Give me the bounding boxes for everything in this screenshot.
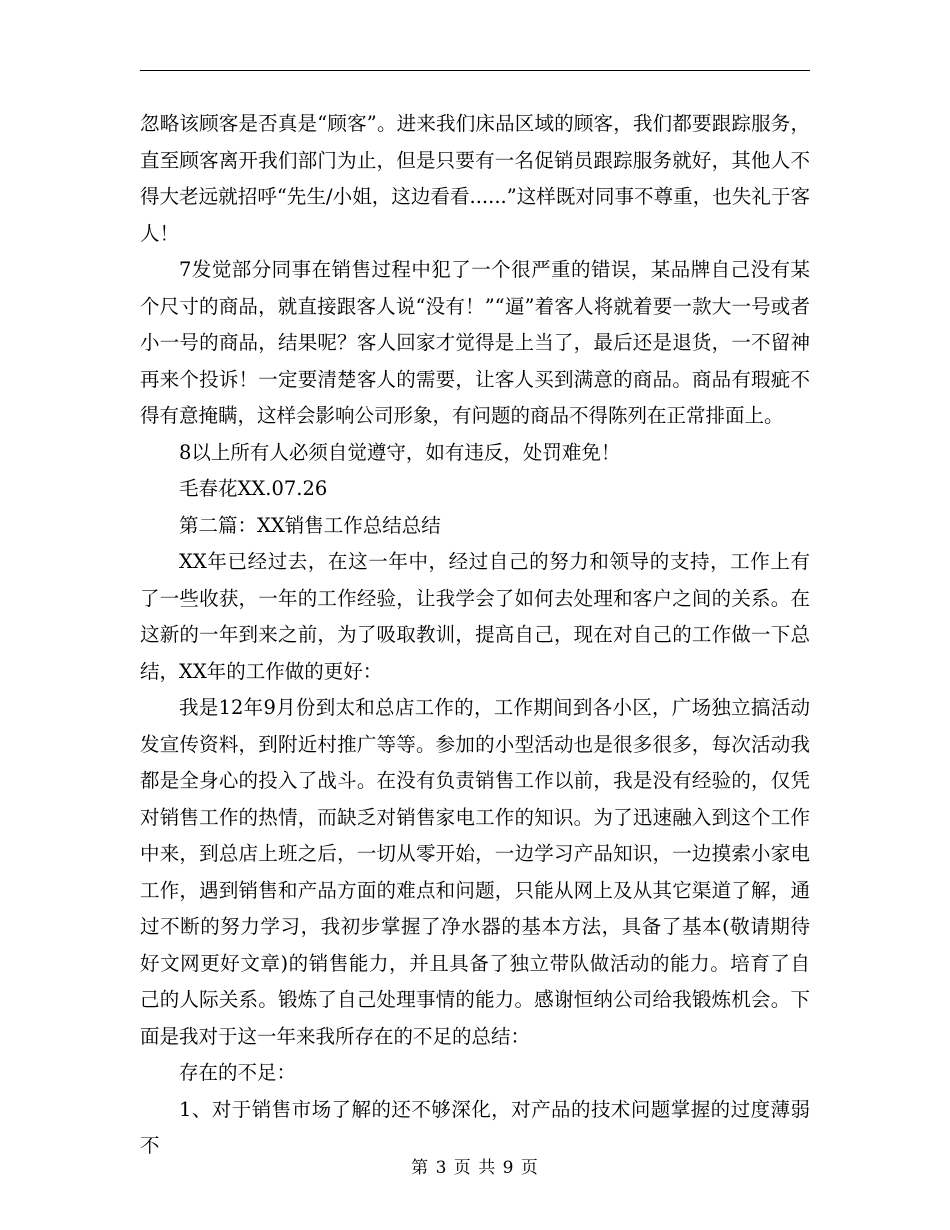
signature-line: 毛春花XX.07.26 — [179, 477, 328, 500]
paragraph: XX年已经过去，在这一年中，经过自己的努力和领导的支持，工作上有了一些收获，一年的工作经验，让我学会了如何去处理和客户之间的关系。在这新的一年到来之前，为了吸取教训，提高自己，现在对自己的工作做一下总结，XX年的工作做的更好： — [140, 550, 810, 683]
body-text — [140, 106, 810, 1165]
section-heading: 第二篇：XX销售工作总结总结 — [179, 513, 441, 537]
paragraph: 我是12年9月份到太和总店工作的，工作期间到各小区，广场独立搞活动发宣传资料，到附近村推广等等。参加的小型活动也是很多很多，每次活动我都是全身心的投入了战斗。在没有负责销售工作以前，我是没有经验的，仅凭对销售工作的热情，而缺乏对销售家电工作的知识。为了迅速融入到这个工作中来，到总店上班之后，一切从零开始，一边学习产品知识，一边摸索小家电工作，遇到销售和产品方面的难点和问题，只能从网上及从其它渠道了解，通过不断的努力学习，我初步掌握了净水器的基本方法，具备了基本(敬请期待好文网更好文章)的销售能力，并且具备了独立带队做活动的能力。培育了自己的人际关系。锻炼了自己处理事情的能力。感谢恒纳公司给我锻炼机会。下面是我对于这一年来我所存在的不足的总结： — [140, 696, 810, 1048]
page-footer: 第 3 页 共 9 页 — [411, 1158, 539, 1178]
header-rule — [140, 70, 810, 71]
subheading: 存在的不足： — [179, 1061, 297, 1084]
paragraph: 忽略该顾客是否真是“顾客”。进来我们床品区域的顾客，我们都要跟踪服务，直至顾客离开我们部门为止，但是只要有一名促销员跟踪服务就好，其他人不得大老远就招呼“先生/小姐，这边看看......”这样既对同事不尊重，也失礼于客人！ — [140, 112, 810, 245]
paragraph: 8以上所有人必须自觉遵守，如有违反，处罚难免！ — [179, 440, 621, 464]
paragraph: 7发觉部分同事在销售过程中犯了一个很严重的错误，某品牌自己没有某个尺寸的商品，就直接跟客人说“没有！”“逼”着客人将就着要一款大一号或者小一号的商品，结果呢？客人回家才觉得是上当了，最后还是退货，一不留神再来个投诉！一定要清楚客人的需要，让客人买到满意的商品。商品有瑕疵不得有意掩瞒，这样会影响公司形象，有问题的商品不得陈列在正常排面上。 — [140, 258, 810, 427]
paragraph: 1、对于销售市场了解的还不够深化，对产品的技术问题掌握的过度薄弱不 — [140, 1097, 810, 1157]
